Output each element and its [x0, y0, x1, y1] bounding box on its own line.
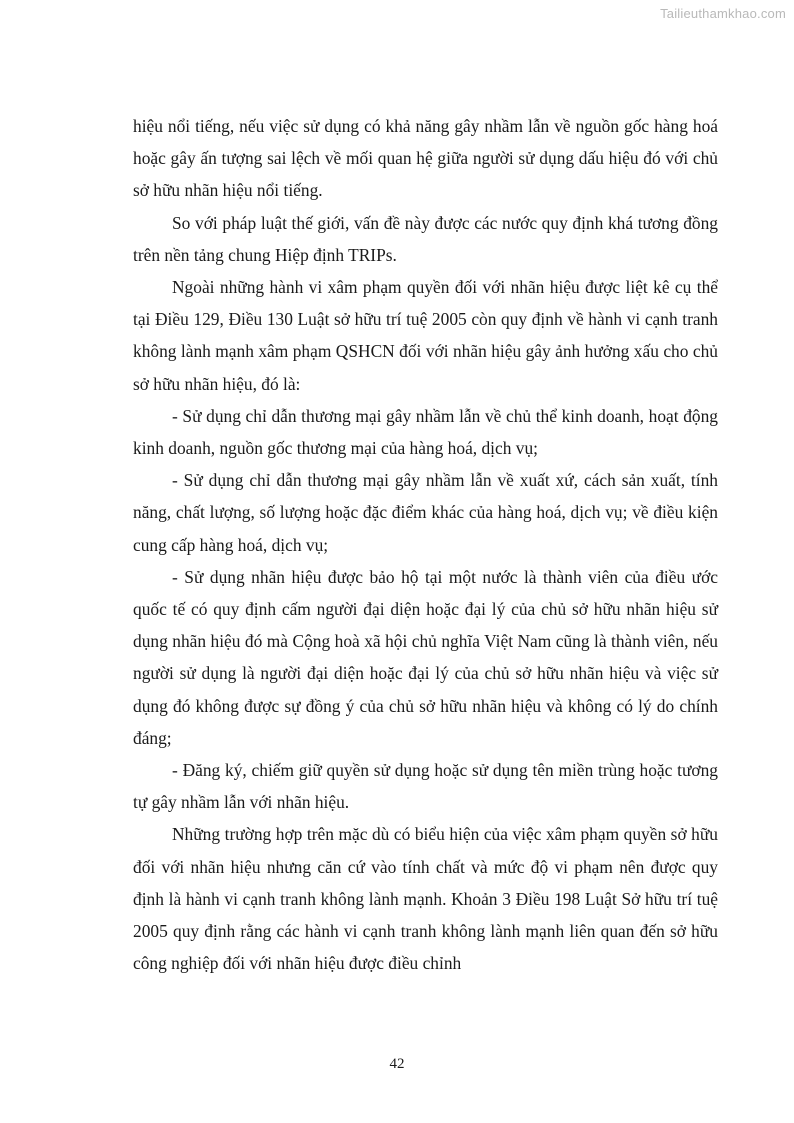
list-item-4: - Đăng ký, chiếm giữ quyền sử dụng hoặc sử dụng tên miền trùng hoặc tương tự gây nhầm lẫn với nhãn hiệu.	[133, 760, 718, 813]
paragraph-conclusion: Những trường hợp trên mặc dù có biểu hiện của việc xâm phạm quyền sở hữu đối với nhãn hiệu nhưng căn cứ vào tính chất và mức độ vi phạm nên được quy định là hành vi cạnh tranh không lành mạnh. Khoản 3 Điều 198 Luật Sở hữu trí tuệ 2005 quy định rằng các hành vi cạnh tranh không lành mạnh liên quan đến sở hữu công nghiệp đối với nhãn hiệu được điều chỉnh	[133, 824, 718, 974]
paragraph-comparison: So với pháp luật thế giới, vấn đề này được các nước quy định khá tương đồng trên nền tảng chung Hiệp định TRIPs.	[133, 212, 718, 265]
page-number: 42	[389, 1056, 405, 1072]
document-body	[133, 110, 718, 979]
paragraph-continuation: hiệu nổi tiếng, nếu việc sử dụng có khả năng gây nhầm lẫn về nguồn gốc hàng hoá hoặc gây ấn tượng sai lệch về mối quan hệ giữa người sử dụng dấu hiệu đó với chủ sở hữu nhãn hiệu nổi tiếng.	[133, 116, 718, 201]
paragraph-intro-list: Ngoài những hành vi xâm phạm quyền đối với nhãn hiệu được liệt kê cụ thể tại Điều 129, Điều 130 Luật sở hữu trí tuệ 2005 còn quy định về hành vi cạnh tranh không lành mạnh xâm phạm QSHCN đối với nhãn hiệu gây ảnh hưởng xấu cho chủ sở hữu nhãn hiệu, đó là:	[133, 277, 718, 394]
list-item-2: - Sử dụng chỉ dẫn thương mại gây nhầm lẫn về xuất xứ, cách sản xuất, tính năng, chất lượng, số lượng hoặc đặc điểm khác của hàng hoá, dịch vụ; về điều kiện cung cấp hàng hoá, dịch vụ;	[133, 470, 718, 555]
watermark: Tailieuthamkhao.com	[660, 6, 786, 21]
list-item-1: - Sử dụng chỉ dẫn thương mại gây nhầm lẫn về chủ thể kinh doanh, hoạt động kinh doanh, nguồn gốc thương mại của hàng hoá, dịch vụ;	[133, 405, 718, 459]
list-item-3: - Sử dụng nhãn hiệu được bảo hộ tại một nước là thành viên của điều ước quốc tế có quy định cấm người đại diện hoặc đại lý của chủ sở hữu nhãn hiệu sử dụng nhãn hiệu đó mà Cộng hoà xã hội chủ nghĩa Việt Nam cũng là thành viên, nếu người sử dụng là người đại diện hoặc đại lý của chủ sở hữu nhãn hiệu và việc sử dụng đó không được sự đồng ý của chủ sở hữu nhãn hiệu và không có lý do chính đáng;	[133, 566, 718, 748]
